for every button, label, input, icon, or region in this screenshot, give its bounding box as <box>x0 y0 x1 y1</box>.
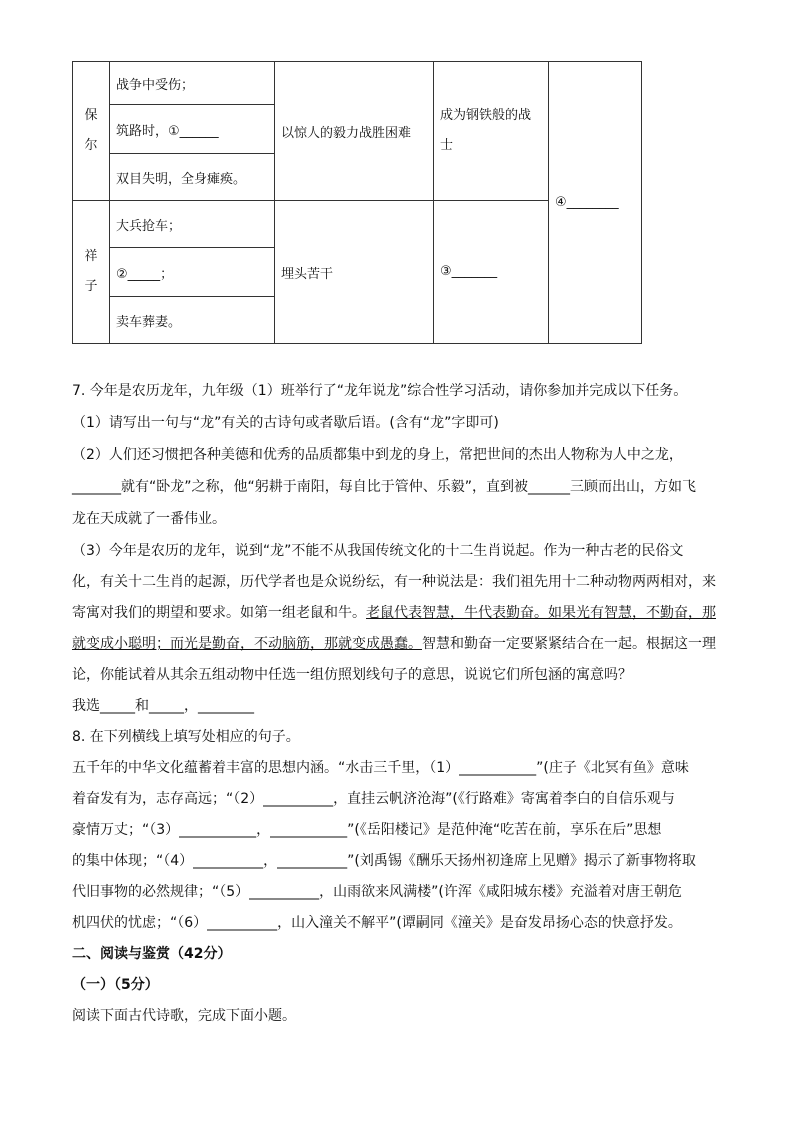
q8-line2[interactable]: 着奋发有为，志存高远；“（2）__________，直挂云帆济沧海”(《行路难》寄寓着李白的自信乐观与 <box>72 791 675 807</box>
subsection-heading: （一）（5分） <box>72 977 159 993</box>
baoer-experience-2[interactable]: 筑路时，①______ <box>110 105 275 154</box>
underlined-sentence-2: 就变成小聪明；而光是勤奋，不动脑筋，那就变成愚蠢。 <box>72 636 422 652</box>
q7-part3-line3-plain: 寄寓对我们的期望和要求。如第一组老鼠和牛。 <box>72 605 366 621</box>
name-baoer-2: 尔 <box>84 138 98 153</box>
baoer-experience-1: 战争中受伤； <box>110 62 275 105</box>
name-baoer-1: 保 <box>84 108 98 123</box>
xiangzi-result-blank[interactable]: ③_______ <box>434 201 549 344</box>
q8-line1[interactable]: 五千年的中华文化蕴蓄着丰富的思想内涵。“水击三千里，（1）___________”(庄子《北冥有鱼》意味 <box>72 760 689 776</box>
q7-part2-line3: 龙在天成就了一番伟业。 <box>72 511 226 527</box>
xiangzi-spirit: 埋头苦干 <box>275 201 434 344</box>
baoer-result <box>434 62 549 201</box>
q8-intro: 8. 在下列横线上填写处相应的句子。 <box>72 729 300 745</box>
q7-part2-line2[interactable]: _______就有“卧龙”之称，他“躬耕于南阳，每自比于管仲、乐毅”，直到被______三顾而出山，方如飞 <box>72 479 697 495</box>
q7-part3-line3 <box>72 597 716 629</box>
xiangzi-experience-3: 卖车葬妻。 <box>110 297 275 344</box>
q8-line6[interactable]: 机四伏的忧虑；“（6）__________，山入潼关不解平”(谭嗣同《潼关》是奋发昂扬心态的快意抒发。 <box>72 915 682 931</box>
q8-line4[interactable]: 的集中体现；“（4）__________，__________”(刘禹锡《酬乐天扬州初逢席上见赠》揭示了新事物将取 <box>72 853 696 869</box>
q7-intro: 7. 今年是农历龙年，九年级（1）班举行了“龙年说龙”综合性学习活动，请你参加并完成以下任务。 <box>72 383 688 399</box>
q7-part1: （1）请写出一句与“龙”有关的古诗句或者歇后语。(含有“龙”字即可) <box>72 415 499 431</box>
q7-part2-line1: （2）人们还习惯把各种美德和优秀的品质都集中到龙的身上，常把世间的杰出人物称为人中之龙， <box>72 447 683 463</box>
q7-part3-line4 <box>72 628 716 660</box>
q8-line3[interactable]: 豪情万丈；“（3）___________，___________”(《岳阳楼记》是范仲淹“吃苦在前，享乐在后”思想 <box>72 822 662 838</box>
section-heading: 二、阅读与鉴赏（42分） <box>72 946 232 962</box>
q7-part3-line5: 论，你能试着从其余五组动物中任选一组仿照划线句子的意思，说说它们所包涵的寓意吗？ <box>72 667 632 683</box>
underlined-sentence-1: 老鼠代表智慧，牛代表勤奋。如果光有智慧，不勤奋，那 <box>366 605 716 621</box>
baoer-spirit: 以惊人的毅力战胜困难 <box>275 62 434 201</box>
shared-answer-blank[interactable]: ④________ <box>549 62 642 344</box>
name-cell-xiangzi <box>73 201 110 344</box>
baoer-experience-3: 双目失明，全身瘫痪。 <box>110 154 275 201</box>
name-cell-baoer <box>73 62 110 201</box>
comparison-table <box>72 61 642 344</box>
baoer-result-1: 成为钢铁般的战 <box>440 108 532 123</box>
name-xiangzi-2: 子 <box>84 279 98 294</box>
q7-part3-line4-plain: 智慧和勤奋一定要紧紧结合在一起。根据这一理 <box>422 636 716 652</box>
name-xiangzi-1: 祥 <box>84 249 98 264</box>
q7-part3-line2: 化，有关十二生肖的起源，历代学者也是众说纷纭，有一种说法是：我们祖先用十二种动物两两相对，来 <box>72 574 716 590</box>
reading-instruction: 阅读下面古代诗歌，完成下面小题。 <box>72 1008 296 1024</box>
q8-line5[interactable]: 代旧事物的必然规律；“（5）__________，山雨欲来风满楼”(许浑《咸阳城东楼》充溢着对唐王朝危 <box>72 884 682 900</box>
baoer-result-2: 士 <box>440 138 454 153</box>
q7-part3-line1: （3）今年是农历的龙年，说到“龙”不能不从我国传统文化的十二生肖说起。作为一种古老的民俗文 <box>72 543 684 559</box>
xiangzi-experience-1: 大兵抢车； <box>110 201 275 248</box>
q7-answer-line[interactable]: 我选_____和_____，________ <box>72 698 254 714</box>
xiangzi-experience-2[interactable]: ②_____； <box>110 248 275 297</box>
